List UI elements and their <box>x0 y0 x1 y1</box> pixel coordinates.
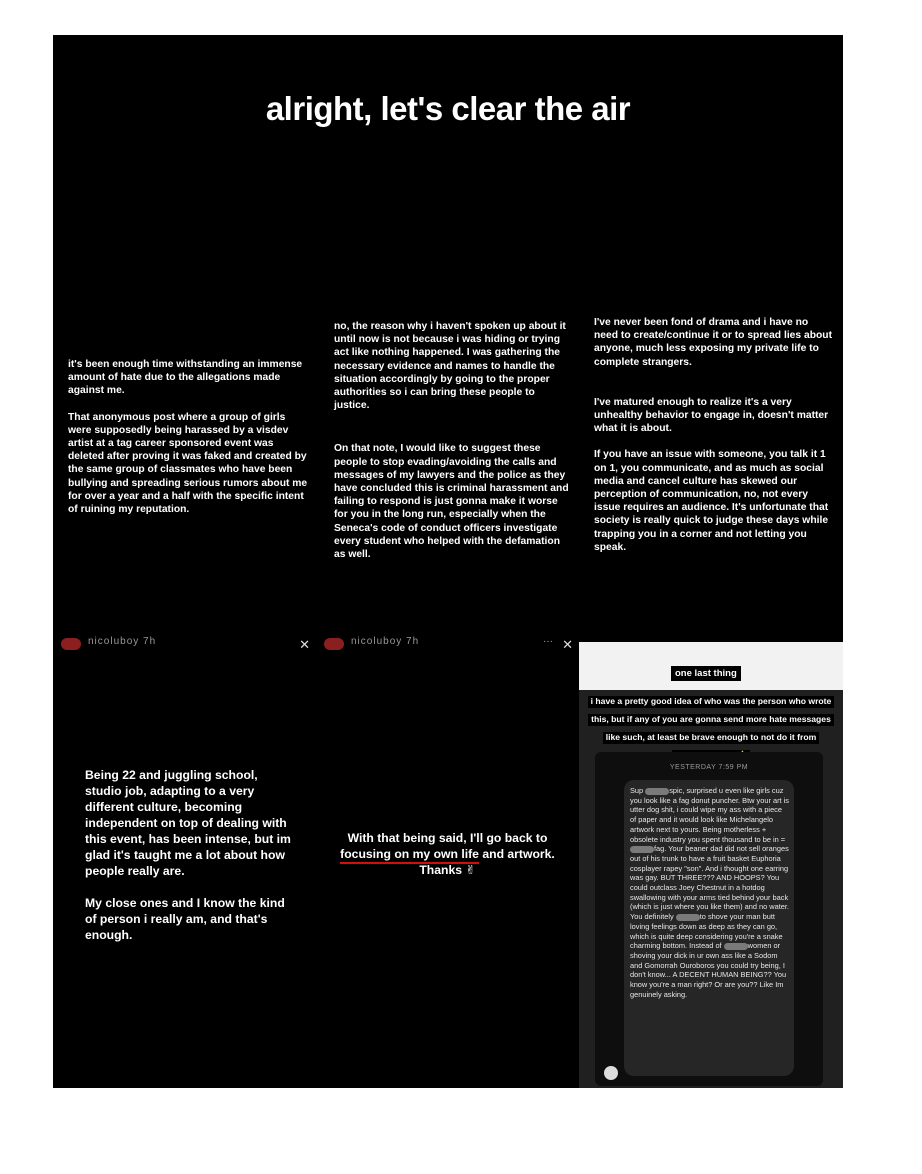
paragraph: I've matured enough to realize it's a very unhealthy behavior to engage in, doesn't matter what it is about. <box>594 396 829 435</box>
redaction <box>645 788 669 795</box>
story-slide-one-last-thing <box>579 642 843 1088</box>
headline: alright, let's clear the air <box>265 90 631 127</box>
story-header <box>53 636 316 654</box>
story-text <box>85 767 293 959</box>
highlighted-text: focusing on my own life <box>340 847 479 864</box>
text-column-middle <box>334 320 572 574</box>
text-fragment: and artwork. <box>478 847 555 861</box>
paragraph: Being 22 and juggling school, studio job, adapting to a very different culture, becoming independent on top of dealing with this event, has been intense, but im glad it's taught me a lot about how people really are. <box>85 768 291 878</box>
sender-avatar <box>604 1066 618 1080</box>
redaction <box>630 846 654 853</box>
paragraph: If you have an issue with someone, you talk it 1 on 1, you communicate, and as much as social media and cancel culture has skewed our perception of communication, no, not every issue requires an audience. It's unfortunate that society is really quick to judge these days while trapping you in a corner and not letting you speak. <box>594 449 829 553</box>
caption-line: i have a pretty good idea of who was the person who wrote <box>588 696 835 708</box>
paragraph: My close ones and I know the kind of person i really am, and that's enough. <box>85 896 285 942</box>
direct-message-screenshot <box>595 752 823 1086</box>
paragraph: I've never been fond of drama and i have no need to create/continue it or to spread lies about anyone, much less exposing my private life to complete strangers. <box>594 317 833 368</box>
username[interactable]: nicoluboy 7h <box>88 636 157 647</box>
paragraph: it's been enough time withstanding an immense amount of hate due to the allegations made against me. <box>68 359 303 397</box>
message-text: Sup spic, surprised u even like girls cuz you look like a fag donut puncher. Btw your art is utter dog shit, i could wipe my ass with a piece of paper and it would look like Michelangelo artwork next to yours. Being motherless + obsolete industry you spent thousand to be in = fag. Your beaner dad did not sell oranges out of his trunk to have a fruit basket Euphoria cosplayer rapey "son". And i thought one earring was gay. BUT THREE??? AND HOOPS? You could outclass Joey Chestnut in a hotdog swallowing with your arms tied behind your back (which is just where you like them) and no water. You definitely to shove your man butt loving feelings down as deep as they can go, which is quite deep considering you're a snake charming bottom. Instead of women or shoving your dick in ur own ass like a Sodom and Gomorrah Ouroboros you could try being, I don't know... A DECENT HUMAN BEING?? You know you're a man right? Or are you?? Like Im genuinely asking. <box>630 786 789 999</box>
text-column-left <box>68 358 308 529</box>
username[interactable]: nicoluboy 7h <box>351 636 420 647</box>
text-line <box>316 846 579 862</box>
paragraph: no, the reason why i haven't spoken up about it until now is not because i was hiding or trying act like nothing happened. I was gathering the necessary evidence and names to handle the situation accordingly by going to the proper authorities so i can bring these people to justice. <box>334 321 566 412</box>
caption-line: like such, at least be brave enough to not do it from <box>603 732 820 744</box>
thanks-text: Thanks ✌ <box>419 863 476 877</box>
story-slide-going-back <box>316 636 579 1088</box>
close-icon[interactable]: ✕ <box>562 637 573 652</box>
paragraph: On that note, I would like to suggest these people to stop evading/avoiding the calls and messages of my lawyers and the police as they have concluded this is criminal harassment and failing to respond is just gonna make it worse for you in the long run, especially when the Seneca's code of conduct officers investigate every student who helped with the defamation as well. <box>334 443 569 561</box>
story-slide-being-22 <box>53 636 316 1088</box>
story-text <box>316 830 579 878</box>
caption-line: this, but if any of you are gonna send more hate messages <box>588 714 834 726</box>
avatar[interactable] <box>61 638 81 650</box>
avatar[interactable] <box>324 638 344 650</box>
title-tag: one last thing <box>671 666 741 681</box>
text-column-right <box>594 316 834 567</box>
story-slide-clear-the-air <box>53 35 843 642</box>
message-bubble <box>624 780 794 1076</box>
more-options-icon[interactable]: ··· <box>543 636 553 647</box>
redaction <box>724 943 748 950</box>
close-icon[interactable]: ✕ <box>299 637 310 652</box>
message-date: YESTERDAY 7:59 PM <box>669 764 749 771</box>
redaction <box>676 914 700 921</box>
paragraph: That anonymous post where a group of girls were supposedly being harassed by a visdev artist at a tag career sponsored event was deleted after proving it was faked and created by the same group of classmates who have been bullying and spreading serious rumors about me for over a year and a half with the specific intent of ruining my reputation. <box>68 411 308 516</box>
story-header <box>316 636 579 654</box>
text-line: With that being said, I'll go back to <box>347 831 548 845</box>
